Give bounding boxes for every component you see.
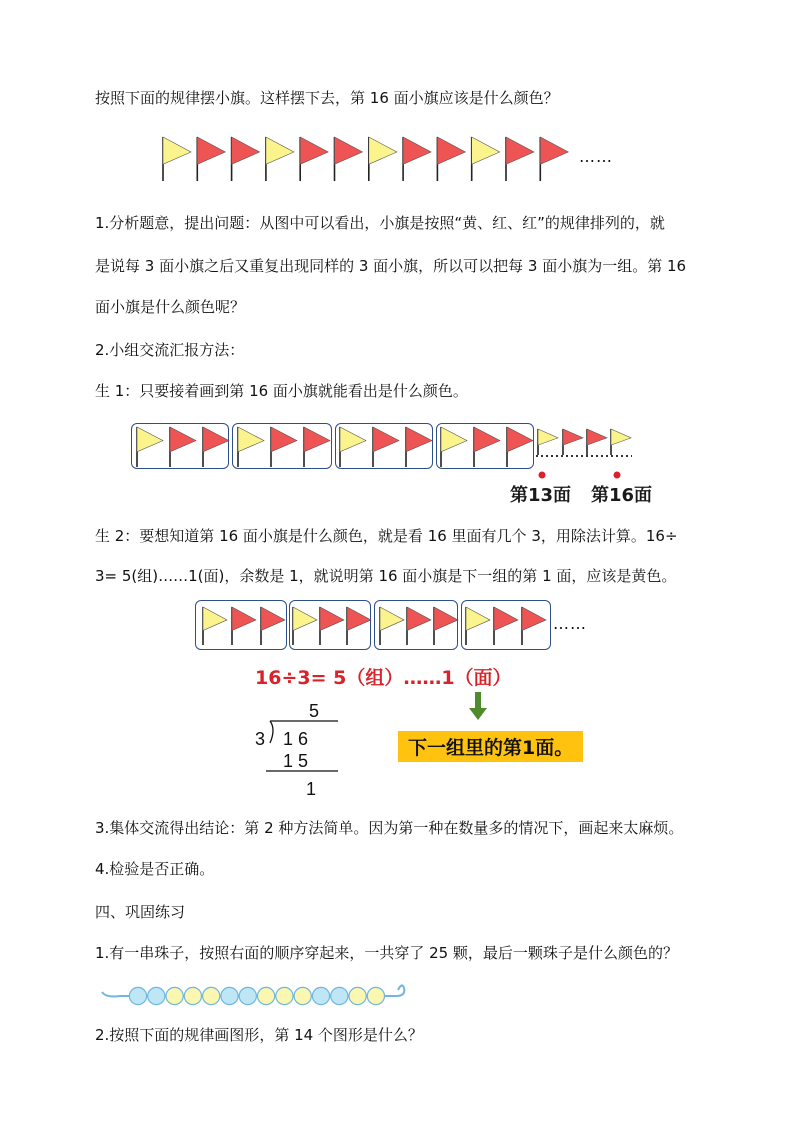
blue-bead xyxy=(148,987,165,1004)
red-flag xyxy=(494,607,518,645)
yellow-flag xyxy=(466,607,490,645)
yellow-bead xyxy=(349,987,366,1004)
conclusion-text: 3.集体交流得出结论：第 2 种方法简单。因为第一种在数量多的情况下，画起来太麻烦。 xyxy=(95,819,684,837)
division-equation: 16÷3= 5（组）……1（面） xyxy=(255,667,512,689)
blue-bead xyxy=(331,987,348,1004)
red-flag xyxy=(347,607,371,645)
yellow-bead xyxy=(203,987,220,1004)
student2-line1: 生 2：要想知道第 16 面小旗是什么颜色，就是看 16 里面有几个 3，用除法计算。16÷ xyxy=(95,527,678,545)
yellow-bead xyxy=(258,987,275,1004)
remainder: 1 xyxy=(306,779,317,799)
para1-line2: 是说每 3 面小旗之后又重复出现同样的 3 面小旗，所以可以把每 3 面小旗为一组。第 16 xyxy=(95,257,687,275)
blue-bead xyxy=(312,987,329,1004)
yellow-flag xyxy=(380,607,404,645)
yellow-bead xyxy=(276,987,293,1004)
product: 1 5 xyxy=(283,751,309,771)
red-flag xyxy=(261,607,285,645)
divisor: 3 xyxy=(255,729,266,749)
blue-bead xyxy=(239,987,256,1004)
answer-box: 下一组里的第1面。 xyxy=(398,731,583,762)
exercise1-text: 1.有一串珠子，按照右面的顺序穿起来，一共穿了 25 颗，最后一颗珠子是什么颜色的？ xyxy=(95,944,678,962)
red-flag xyxy=(522,607,546,645)
yellow-bead xyxy=(367,987,384,1004)
red-flag xyxy=(320,607,344,645)
yellow-flag xyxy=(293,607,317,645)
red-flag xyxy=(407,607,431,645)
blue-bead xyxy=(221,987,238,1004)
yellow-bead xyxy=(166,987,183,1004)
dividend: 1 6 xyxy=(283,729,309,749)
down-arrow-icon xyxy=(468,692,488,722)
yellow-flag xyxy=(203,607,227,645)
para1-line1: 1.分析题意，提出问题：从图中可以看出，小旗是按照“黄、红、红”的规律排列的，就 xyxy=(95,214,665,232)
student2-line2: 3= 5(组)……1(面)，余数是 1，就说明第 16 面小旗是下一组的第 1 面，应该是黄色。 xyxy=(95,567,677,585)
student1-text: 生 1：只要接着画到第 16 面小旗就能看出是什么颜色。 xyxy=(95,382,468,400)
label-16th: 第16面 xyxy=(591,485,653,506)
quotient: 5 xyxy=(309,701,320,721)
exercise2-text: 2.按照下面的规律画图形，第 14 个图形是什么？ xyxy=(95,1026,423,1044)
ellipsis-3: …… xyxy=(553,614,587,633)
ellipsis-1: …… xyxy=(579,147,613,166)
red-flag xyxy=(434,607,458,645)
label-13th: 第13面 xyxy=(510,485,572,506)
verify-text: 4.检验是否正确。 xyxy=(95,860,215,878)
blue-bead xyxy=(129,987,146,1004)
yellow-bead xyxy=(184,987,201,1004)
section-heading: 四、巩固练习 xyxy=(95,903,186,921)
red-flag xyxy=(232,607,256,645)
para1-line3: 面小旗是什么颜色呢？ xyxy=(95,298,246,316)
question-text: 按照下面的规律摆小旗。这样摆下去，第 16 面小旗应该是什么颜色？ xyxy=(95,89,559,107)
para2-heading: 2.小组交流汇报方法： xyxy=(95,341,245,359)
bead-string xyxy=(100,978,420,1012)
yellow-bead xyxy=(294,987,311,1004)
